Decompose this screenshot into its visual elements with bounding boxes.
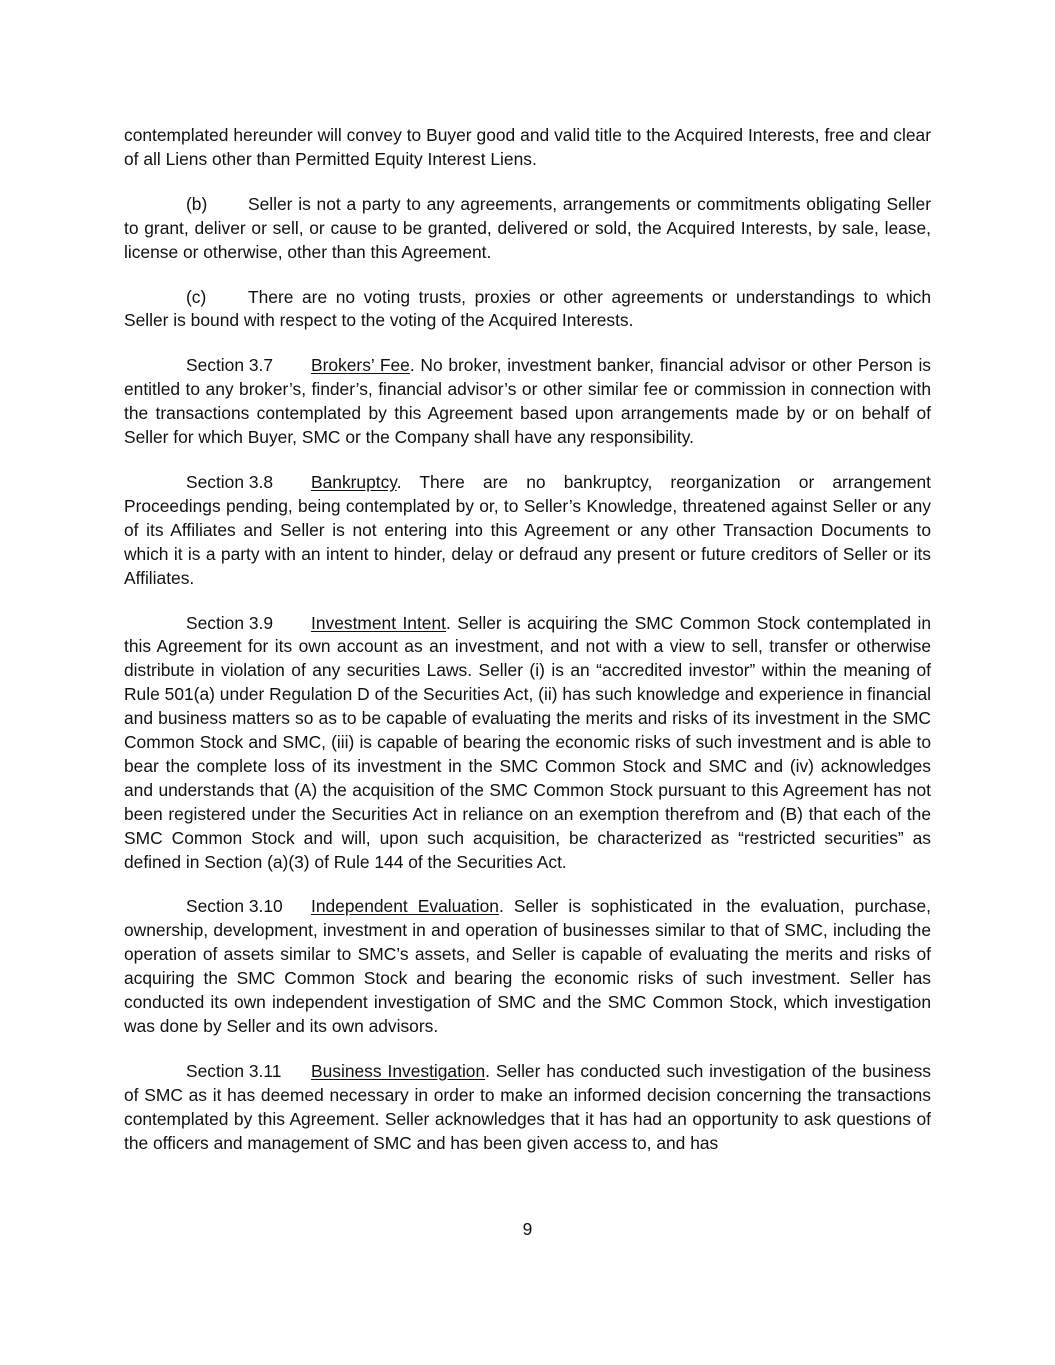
section-number: Section 3.7 [186,355,274,376]
section-text: There are no bankruptcy, reorganization or arrangement Proceedings pending, being contemplated by or, to Seller’s Knowledge, threatened against Seller or any of its Affiliates and Seller is not entering into this Agreement or any other Transaction Documents to which it is a party with an intent to hinder, delay or defraud any present or future creditors of Seller or its Affiliates. [124,471,931,588]
section-3-8: Section 3.8 Bankruptcy. There are no bankruptcy, reorganization or arrangement Proceedings pending, being contemplated by or, to Seller’s Knowledge, threatened against Seller or any of its Affiliates and Seller is not entering into this Agreement or any other Transaction Documents to which it is a party with an intent to hinder, delay or defraud any present or future creditors of Seller or its Affiliates. [124,471,931,588]
section-text: Seller is sophisticated in the evaluation, purchase, ownership, development, investment in and operation of businesses similar to that of SMC, including the operation of assets similar to SMC’s assets, and Seller is capable of evaluating the merits and risks of acquiring the SMC Common Stock and bearing the economic risks of such investment. Seller has conducted its own independent investigation of SMC and the SMC Common Stock, which investigation was done by Seller and its own advisors. [124,896,931,1036]
section-title: Investment Intent [311,612,446,633]
section-title: Brokers’ Fee [311,355,410,376]
section-title: Independent Evaluation [311,896,499,917]
subsection-c-label: (c) [186,286,207,307]
section-3-7: Section 3.7 Brokers’ Fee. No broker, investment banker, financial advisor or other Person is entitled to any broker’s, finder’s, financial advisor’s or other similar fee or commission in connection with the transactions contemplated by this Agreement based upon arrangements made by or on behalf of Seller for which Buyer, SMC or the Company shall have any responsibility. [124,355,932,448]
section-3-9: Section 3.9 Investment Intent. Seller is acquiring the SMC Common Stock contemplated in this Agreement for its own account as an investment, and not with a view to sell, transfer or otherwise distribute in violation of any securities Laws. Seller (i) is an “accredited investor” within the meaning of Rule 501(a) under Regulation D of the Securities Act, (ii) has such knowledge and experience in financial and business matters so as to be capable of evaluating the merits and risks of its investment in the SMC Common Stock and SMC, (iii) is capable of bearing the economic risks of such investment and is able to bear the complete loss of its investment in the SMC Common Stock and SMC and (iv) acknowledges and understands that (A) the acquisition of the SMC Common Stock pursuant to this Agreement has not been registered under the Securities Act in reliance on an exemption therefrom and (B) that each of the SMC Common Stock and will, upon such acquisition, be characterized as “restricted securities” as defined in Section (a)(3) of Rule 144 of the Securities Act. [124,612,931,872]
section-title: Bankruptcy [311,471,397,492]
section-title: Business Investigation [311,1060,486,1081]
section-number: Section 3.11 [186,1060,282,1081]
section-number: Section 3.9 [186,612,274,633]
section-3-11: Section 3.11 Business Investigation. Seller has conducted such investigation of the business of SMC as it has deemed necessary in order to make an informed decision concerning the transactions contemplated by this Agreement. Seller acknowledges that it has had an opportunity to ask questions of the officers and management of SMC and has been given access to, and has [124,1060,931,1153]
intro-paragraph: contemplated hereunder will convey to Buyer good and valid title to the Acquired Interests, free and clear of all Liens other than Permitted Equity Interest Liens. [124,125,931,169]
section-3-10: Section 3.10 Independent Evaluation. Seller is sophisticated in the evaluation, purchase, ownership, development, investment in and operation of businesses similar to that of SMC, including the operation of assets similar to SMC’s assets, and Seller is capable of evaluating the merits and risks of acquiring the SMC Common Stock and bearing the economic risks of such investment. Seller has conducted its own independent investigation of SMC and the SMC Common Stock, which investigation was done by Seller and its own advisors. [124,896,931,1036]
section-text: Seller is acquiring the SMC Common Stock contemplated in this Agreement for its own account as an investment, and not with a view to sell, transfer or otherwise distribute in violation of any securities Laws. Seller (i) is an “accredited investor” within the meaning of Rule 501(a) under Regulation D of the Securities Act, (ii) has such knowledge and experience in financial and business matters so as to be capable of evaluating the merits and risks of its investment in the SMC Common Stock and SMC, (iii) is capable of bearing the economic risks of such investment and is able to bear the complete loss of its investment in the SMC Common Stock and SMC and (iv) acknowledges and understands that (A) the acquisition of the SMC Common Stock pursuant to this Agreement has not been registered under the Securities Act in reliance on an exemption therefrom and (B) that each of the SMC Common Stock and will, upon such acquisition, be characterized as “restricted securities” as defined in Section (a)(3) of Rule 144 of the Securities Act. [124,612,931,872]
page-number: 9 [522,1219,533,1239]
document-page [124,124,931,1177]
subsection-c [124,286,931,334]
section-number: Section 3.8 [186,471,274,492]
subsection-b-label: (b) [186,193,208,214]
subsection-c-text: There are no voting trusts, proxies or other agreements or understandings to which Seller is bound with respect to the voting of the Acquired Interests. [124,286,931,331]
section-number: Section 3.10 [186,896,283,917]
section-text: Seller has conducted such investigation of the business of SMC as it has deemed necessary in order to make an informed decision concerning the transactions contemplated by this Agreement. Seller acknowledges that it has had an opportunity to ask questions of the officers and management of SMC and has been given access to, and has [124,1060,931,1153]
section-text: No broker, investment banker, financial advisor or other Person is entitled to any broker’s, finder’s, financial advisor’s or other similar fee or commission in connection with the transactions contemplated by this Agreement based upon arrangements made by or on behalf of Seller for which Buyer, SMC or the Company shall have any responsibility. [124,355,932,448]
subsection-b-text: Seller is not a party to any agreements, arrangements or commitments obligating Seller to grant, deliver or sell, or cause to be granted, delivered or sold, the Acquired Interests, by sale, lease, license or otherwise, other than this Agreement. [124,193,931,262]
subsection-b [124,193,931,265]
